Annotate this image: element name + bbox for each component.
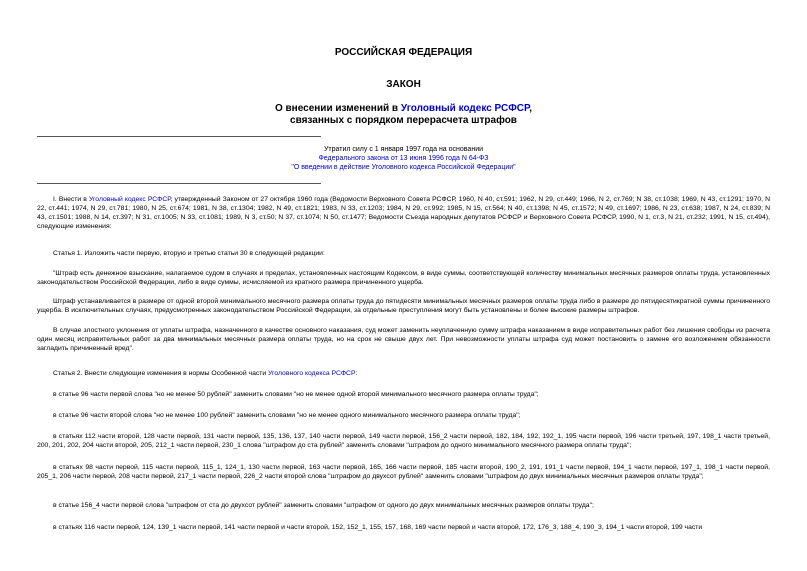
- amendment-art-156-4: в статье 156_4 части первой слова "штрафом от ста до двухсот рублей" заменить словами "штрафом от одного до двух минимальных месячных размеров оплаты труда";: [53, 502, 594, 509]
- criminal-code-link[interactable]: Уголовный кодекс РСФСР: [400, 103, 530, 114]
- intro-text-a: I. Внести в: [53, 196, 89, 203]
- article-2-text-b: :: [355, 370, 358, 377]
- law-title: [0, 103, 807, 114]
- amendment-fine-300: в статьях 116 части первой, 124, 139_1 части первой, 141 части первой и части второй, 152, 152_1, 155, 157, 168, 169 части первой и части второй, 172, 176_3, 188_4, 190_3, 194_1 части второй, 199 части: [53, 524, 703, 531]
- status-line: Утратил силу с 1 января 1997 года на основании: [323, 146, 484, 153]
- amendment-art-96-part-2: в статье 96 части второй слова "но не менее 100 рублей" заменить словами "но не менее одного минимального месячного размера оплаты труда";: [53, 412, 521, 419]
- repeal-law-link[interactable]: Федерального закона от 13 июня 1996 года N 64-ФЗ: [318, 155, 489, 162]
- country-heading: РОССИЙСКАЯ ФЕДЕРАЦИЯ: [334, 47, 473, 58]
- amendment-art-96-part-1: в статье 96 части первой слова "но не менее 50 рублей" заменить словами "но не менее одной второй минимального месячного размера оплаты труда";: [53, 391, 539, 398]
- bottom-divider: [37, 183, 321, 184]
- article-2-heading: [37, 370, 770, 379]
- article-2-text-a: Статья 2. Внести следующие изменения в нормы Особенной части: [53, 370, 269, 377]
- criminal-code-link-3[interactable]: Уголовного кодекса РСФСР: [268, 370, 356, 377]
- repeal-law-title-link[interactable]: "О введении в действие Уголовного кодекса Российской Федерации": [291, 164, 516, 171]
- amendment-fine-200: в статьях 98 части первой, 115 части первой, 115_1, 124_1, 130 части первой, 163 части первой, 165, 166 части первой, 185 части второй, 190_2, 191, 191_1 части первой, 194_1 части первой, 197_1, 198_1 части первой, 205_1, 206 части первой, 208 части первой, 217_1 части первой, 226_2 части второй слова "штрафом до двухсот рублей" заменить словами "штрафом до двух минимальных месячных размеров оплаты труда";: [37, 464, 770, 480]
- law-title-line2: связанных с порядком перерасчета штрафов: [290, 115, 517, 126]
- amendment-fine-100: в статьях 112 части второй, 128 части первой, 131 части первой, 135, 136, 137, 140 части первой, 149 части первой, 156_2 части первой, 182, 184, 192, 192_1, 195 части первой, 196 части третьей, 197, 198_1 части третьей, 200, 201, 202, 204 части второй, 205, 212_1 части первой, 230_1 слова "штрафом до ста рублей" заменить словами "штрафом до одного минимального месячного размера оплаты труда";: [37, 433, 770, 449]
- title-suffix: ,: [529, 103, 533, 114]
- paragraph-fine-definition: "Штраф есть денежное взыскание, налагаемое судом в случаях и пределах, установленных настоящим Кодексом, в виде суммы, соответствующей количеству минимальных месячных размеров оплаты труда, установленных законодательством Российской Федерации, либо в виде суммы, исчисляемой из кратного размера причиненного ущерба.: [37, 270, 770, 286]
- article-1-heading: Статья 1. Изложить части первую, вторую и третью статьи 30 в следующей редакции:: [53, 250, 325, 257]
- intro-text-b: , утвержденный Законом от 27 октября 1960 года (Ведомости Верховного Совета РСФСР, 1960, N 40, ст.591; 1962, N 29, ст.449; 1966, N 2, ст.769; N 38, ст.1038; 1969, N 43, ст.1291; 1970, N 22, ст.441; 1974, N 29, ст.781; 1980, N 25, ст.674; 1981, N 38, ст.1304; 1982, N 49, ст.1821; 1983, N 33, ст.1203; 1984, N 29, ст.992; 1985, N 15, ст.564; N 40, ст.1398; N 45, ст.1572; N 49, ст.1697; 1986, N 23, ст.638; 1987, N 24, ст.839; N 43, ст.1501; 1988, N 14, ст.397; N 31, ст.1005; N 33, ст.1081; 1989, N 3, ст.50; N 37, ст.1074; N 50, ст.1477; Ведомости Съезда народных депутатов РСФСР и Верховного Совета РСФСР, 1990, N 1, ст.3, N 21, ст.232; 1991, N 15, ст.494), следующие изменения:: [37, 196, 770, 230]
- criminal-code-link-2[interactable]: Уголовный кодекс РСФСР: [88, 196, 171, 203]
- paragraph-fine-amount: Штраф устанавливается в размере от одной второй минимального месячного размера оплаты труда до пятидесяти минимальных месячных размеров оплаты труда либо в размере до пятидесятикратной суммы причиненного ущерба. В исключительных случаях, предусмотренных законодательством Российской Федерации, за отдельные преступления могут быть установлены и более высокие размеры штрафов.: [37, 298, 770, 314]
- paragraph-intro: [37, 196, 770, 232]
- paragraph-fine-evasion: В случае злостного уклонения от уплаты штрафа, назначенного в качестве основного наказания, суд может заменить неуплаченную сумму штрафа наказанием в виде исправительных работ без лишения свободы из расчета один месяц исправительных работ за два минимальных месячных размера оплаты труда, но на срок не свыше двух лет. При невозможности уплаты штрафа суд может постановить о замене его возложением обязанности загладить причиненный вред".: [37, 327, 770, 352]
- title-prefix: О внесении изменений в: [274, 103, 401, 114]
- doc-type-heading: ЗАКОН: [386, 79, 421, 90]
- top-divider: [37, 136, 321, 137]
